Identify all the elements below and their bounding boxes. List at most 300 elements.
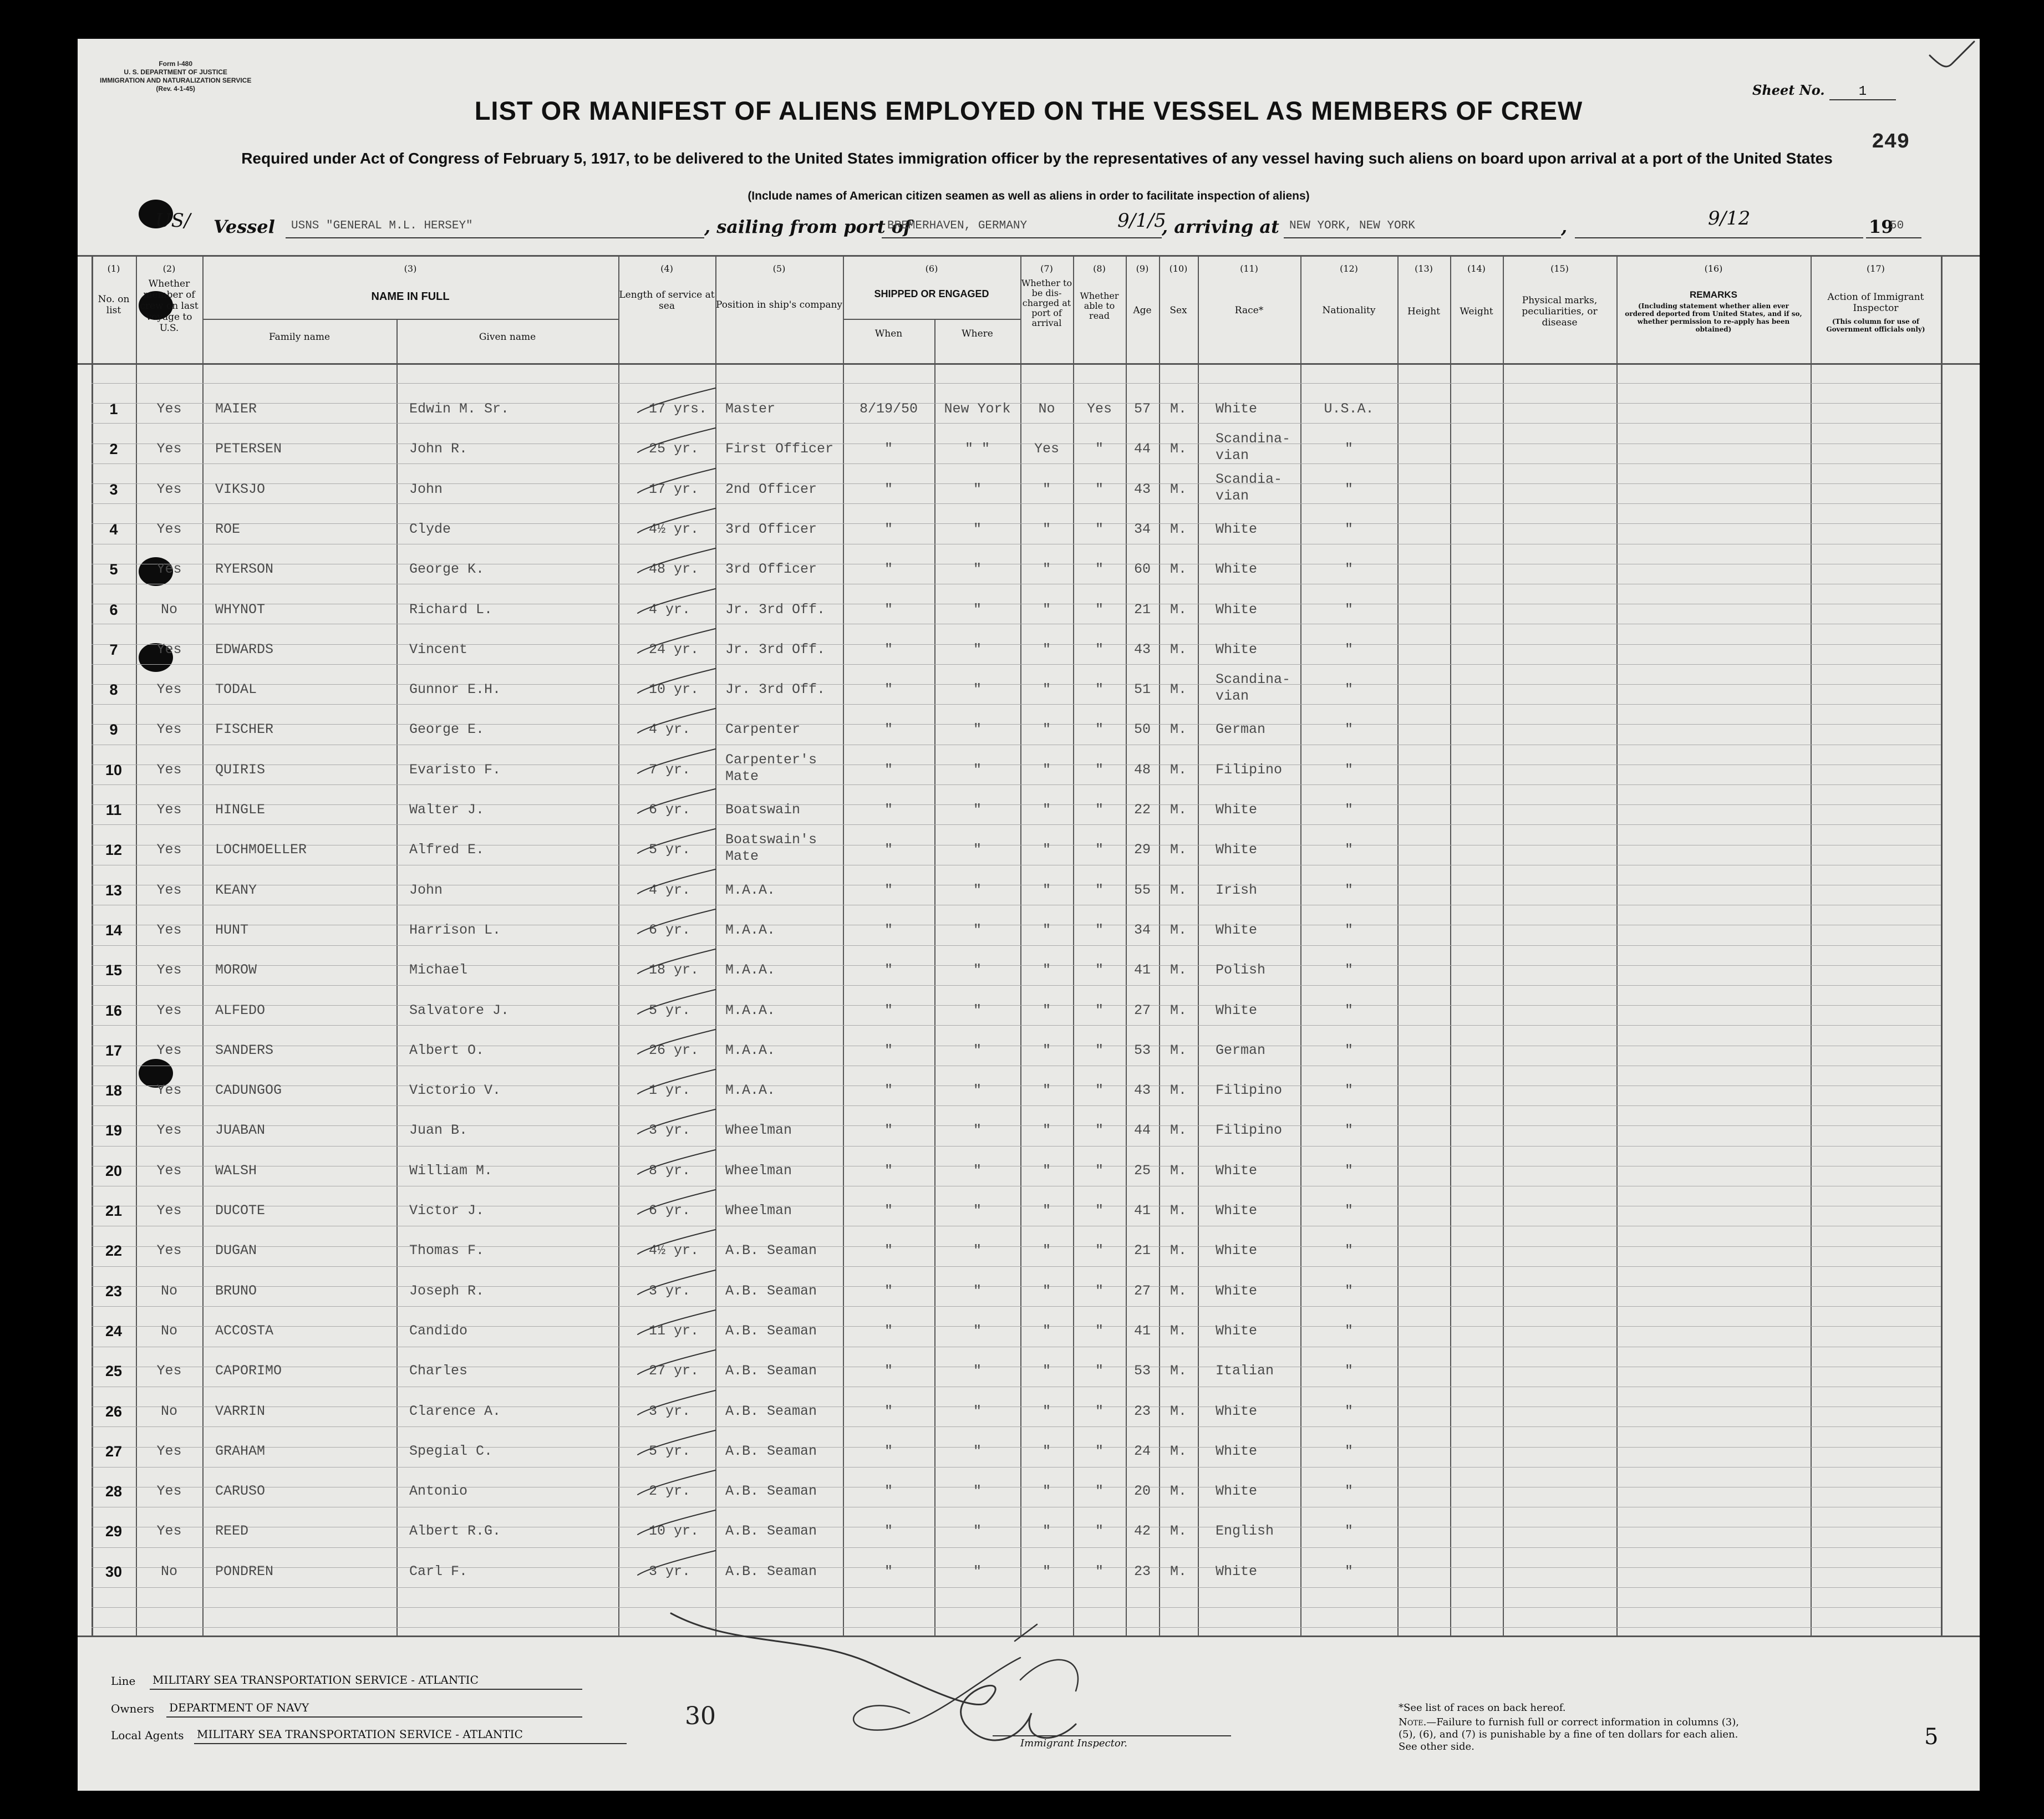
row-number: 24: [105, 1323, 123, 1339]
service-check-mark: [638, 1310, 715, 1334]
footer-agents-value: MILITARY SEA TRANSPORTATION SERVICE - ATLANTIC: [197, 1728, 523, 1741]
race-cell: German: [1216, 721, 1266, 737]
service-length-cell: 3 yr.: [649, 1283, 691, 1299]
sex-cell: M.: [1170, 721, 1187, 737]
sex-cell: M.: [1170, 1042, 1187, 1058]
nationality-cell: ": [1344, 561, 1353, 577]
able-to-read-cell: ": [1095, 1363, 1104, 1379]
inspector-signature-stroke: [853, 1658, 1020, 1730]
col16-number: (16): [1704, 263, 1723, 274]
discharged-cell: ": [1042, 521, 1051, 537]
service-length-cell: 5 yr.: [649, 1002, 691, 1018]
family-name-cell: LOCHMOELLER: [215, 842, 307, 858]
col17-header: Action of Immigrant Inspector: [1827, 292, 1924, 314]
race-cell: White: [1216, 1323, 1258, 1339]
given-name-cell: Antonio: [409, 1483, 468, 1499]
age-cell: 41: [1133, 1203, 1151, 1219]
row-number: 16: [105, 1002, 123, 1019]
shipped-where-cell: ": [973, 1122, 982, 1138]
position-cell: Jr. 3rd Off.: [725, 641, 826, 658]
service-check-mark: [638, 1430, 715, 1455]
given-name-cell: Joseph R.: [409, 1283, 485, 1299]
sex-cell: M.: [1170, 521, 1187, 537]
service-length-cell: 3 yr.: [649, 1403, 691, 1419]
shipped-where-cell: " ": [964, 441, 990, 457]
given-name-cell: Albert O.: [409, 1042, 485, 1058]
col8-header: Whether able to read: [1080, 291, 1119, 321]
row-number: 26: [105, 1403, 123, 1420]
shipped-where-cell: ": [973, 641, 982, 658]
service-length-cell: 5 yr.: [649, 1443, 691, 1459]
sex-cell: M.: [1170, 1563, 1187, 1579]
able-to-read-cell: ": [1095, 1082, 1104, 1098]
service-length-cell: 1 yr.: [649, 1082, 691, 1098]
row-number: 7: [109, 641, 118, 658]
shipped-when-cell: ": [884, 802, 893, 818]
shipped-where-cell: ": [973, 962, 982, 978]
row-number: 30: [105, 1563, 123, 1580]
col13-number: (13): [1415, 263, 1433, 274]
service-check-mark: [638, 1270, 715, 1295]
arriving-label: , arriving at: [1162, 216, 1279, 237]
page-title: LIST OR MANIFEST OF ALIENS EMPLOYED ON THE VESSEL AS MEMBERS OF CREW: [474, 96, 1583, 125]
race-cell: Italian: [1216, 1363, 1274, 1379]
able-to-read-cell: ": [1095, 441, 1104, 457]
shipped-when-cell: ": [884, 1443, 893, 1459]
given-name-cell: Salvatore J.: [409, 1002, 510, 1018]
sex-cell: M.: [1170, 1163, 1187, 1179]
discharged-cell: ": [1042, 1203, 1051, 1219]
service-check-mark: [638, 1150, 715, 1174]
age-cell: 23: [1133, 1403, 1151, 1419]
shipped-when-cell: ": [884, 1242, 893, 1258]
service-length-cell: 3 yr.: [649, 1122, 691, 1138]
discharged-cell: ": [1042, 481, 1051, 497]
age-cell: 43: [1133, 641, 1151, 658]
given-name-cell: Vincent: [409, 641, 468, 658]
service-length-cell: 17 yr.: [649, 481, 699, 497]
service-length-cell: 4 yr.: [649, 721, 691, 737]
last-voyage-cell: No: [160, 1283, 177, 1299]
last-voyage-cell: Yes: [156, 561, 182, 577]
race-cell: White: [1216, 842, 1258, 858]
col8-number: (8): [1093, 263, 1106, 274]
age-cell: 34: [1133, 922, 1151, 938]
last-voyage-cell: Yes: [156, 1523, 182, 1539]
sex-cell: M.: [1170, 1523, 1187, 1539]
age-cell: 41: [1133, 962, 1151, 978]
row-number: 9: [109, 721, 118, 738]
last-voyage-cell: Yes: [156, 441, 182, 457]
sex-cell: M.: [1170, 1403, 1187, 1419]
sex-cell: M.: [1170, 1122, 1187, 1138]
sex-cell: M.: [1170, 1203, 1187, 1219]
col9-number: (9): [1136, 263, 1149, 274]
age-cell: 21: [1133, 602, 1151, 618]
sailing-label: , sailing from port of: [704, 216, 911, 237]
sex-cell: M.: [1170, 1242, 1187, 1258]
age-cell: 60: [1133, 561, 1151, 577]
col10-number: (10): [1169, 263, 1188, 274]
service-length-cell: 6 yr.: [649, 922, 691, 938]
family-name-cell: PETERSEN: [215, 441, 282, 457]
service-length-cell: 11 yr.: [649, 1323, 699, 1339]
family-name-cell: SANDERS: [215, 1042, 274, 1058]
able-to-read-cell: ": [1095, 1122, 1104, 1138]
shipped-when-cell: ": [884, 441, 893, 457]
shipped-where-cell: New York: [944, 401, 1011, 417]
shipped-when-cell: ": [884, 1002, 893, 1018]
last-voyage-cell: Yes: [156, 481, 182, 497]
given-name-cell: Walter J.: [409, 802, 485, 818]
position-cell: Master: [725, 401, 776, 417]
col14-header: Weight: [1460, 306, 1493, 317]
handwritten-marks: [78, 39, 1980, 1791]
service-check-mark: [638, 1510, 715, 1535]
footer-line-value: MILITARY SEA TRANSPORTATION SERVICE - ATLANTIC: [152, 1673, 479, 1686]
row-number: 29: [105, 1523, 123, 1540]
row-number: 20: [105, 1163, 123, 1179]
last-voyage-cell: Yes: [156, 882, 182, 898]
col7-number: (7): [1040, 263, 1053, 274]
col1-number: (1): [107, 263, 120, 274]
given-name-cell: Clyde: [409, 521, 451, 537]
col15-header: Physical marks, peculiarities, or disease: [1522, 295, 1598, 328]
able-to-read-cell: ": [1095, 681, 1104, 697]
position-cell: Wheelman: [725, 1163, 792, 1179]
given-name-cell: Edwin M. Sr.: [409, 401, 510, 417]
discharged-cell: ": [1042, 1483, 1051, 1499]
able-to-read-cell: ": [1095, 922, 1104, 938]
able-to-read-cell: ": [1095, 481, 1104, 497]
shipped-when-cell: ": [884, 1323, 893, 1339]
vessel-label: Vessel: [213, 216, 275, 237]
nationality-cell: ": [1344, 962, 1353, 978]
able-to-read-cell: Yes: [1086, 401, 1112, 417]
shipped-when-cell: ": [884, 1122, 893, 1138]
nationality-cell: ": [1344, 681, 1353, 697]
service-check-mark: [638, 428, 715, 452]
race-cell: White: [1216, 602, 1258, 618]
nationality-cell: U.S.A.: [1324, 401, 1374, 417]
position-cell: Jr. 3rd Off.: [725, 681, 826, 697]
form-number: Form I-480: [159, 60, 192, 68]
shipped-where-cell: ": [973, 721, 982, 737]
service-length-cell: 17 yrs.: [649, 401, 708, 417]
family-name-cell: MAIER: [215, 401, 257, 417]
subtitle-note: (Include names of American citizen seamen as well as aliens in order to facilitate inspection of aliens): [748, 190, 1310, 202]
age-cell: 44: [1133, 1122, 1151, 1138]
service-length-cell: 2 yr.: [649, 1483, 691, 1499]
shipped-where-cell: ": [973, 1042, 982, 1058]
given-name-cell: John R.: [409, 441, 468, 457]
sex-cell: M.: [1170, 641, 1187, 658]
last-voyage-cell: Yes: [156, 1363, 182, 1379]
shipped-when-cell: ": [884, 641, 893, 658]
shipped-where-cell: ": [973, 1443, 982, 1459]
position-cell: First Officer: [725, 441, 834, 457]
year-prefix: 19: [1869, 216, 1894, 237]
position-cell: M.A.A.: [725, 922, 776, 938]
shipped-where-cell: ": [973, 762, 982, 778]
service-check-mark: [638, 589, 715, 613]
family-name-cell: CADUNGOG: [215, 1082, 282, 1098]
age-cell: 50: [1133, 721, 1151, 737]
family-name-cell: BRUNO: [215, 1283, 257, 1299]
col16-header: REMARKS: [1690, 289, 1737, 300]
nationality-cell: ": [1344, 1483, 1353, 1499]
service-check-mark: [638, 1109, 715, 1134]
last-voyage-cell: Yes: [156, 1203, 182, 1219]
position-cell: Carpenter: [725, 721, 801, 737]
penalty-note: [1399, 1716, 1742, 1753]
sex-cell: M.: [1170, 1323, 1187, 1339]
discharged-cell: ": [1042, 1403, 1051, 1419]
service-length-cell: 5 yr.: [649, 842, 691, 858]
row-number: 4: [109, 521, 118, 538]
shipped-where-cell: ": [973, 1242, 982, 1258]
given-name-cell: George K.: [409, 561, 485, 577]
shipped-where-cell: ": [973, 842, 982, 858]
able-to-read-cell: ": [1095, 561, 1104, 577]
discharged-cell: ": [1042, 602, 1051, 618]
race-cell: White: [1216, 802, 1258, 818]
last-voyage-cell: Yes: [156, 962, 182, 978]
age-cell: 25: [1133, 1163, 1151, 1179]
last-voyage-cell: Yes: [156, 1242, 182, 1258]
inspector-signature-stroke: [1015, 1624, 1078, 1691]
row-number: 22: [105, 1242, 123, 1259]
manifest-sheet: [78, 39, 1980, 1791]
col15-number: (15): [1550, 263, 1569, 274]
nationality-cell: ": [1344, 1082, 1353, 1098]
service-check-mark: [638, 1551, 715, 1575]
discharged-cell: ": [1042, 1563, 1051, 1579]
nationality-cell: ": [1344, 1163, 1353, 1179]
row-number: 17: [105, 1042, 123, 1059]
family-name-cell: HINGLE: [215, 802, 266, 818]
row-number: 10: [105, 762, 123, 778]
last-voyage-cell: Yes: [156, 922, 182, 938]
discharged-cell: ": [1042, 1323, 1051, 1339]
handwritten-prefix: US/: [155, 210, 191, 232]
nationality-cell: ": [1344, 1203, 1353, 1219]
age-cell: 27: [1133, 1283, 1151, 1299]
able-to-read-cell: ": [1095, 1483, 1104, 1499]
able-to-read-cell: ": [1095, 1523, 1104, 1539]
given-name-cell: Alfred E.: [409, 842, 485, 858]
row-number: 2: [109, 441, 118, 457]
able-to-read-cell: ": [1095, 802, 1104, 818]
shipped-when-cell: ": [884, 1082, 893, 1098]
race-cell: Scandia-: [1216, 471, 1283, 487]
nationality-cell: ": [1344, 521, 1353, 537]
sheet-number-value: 1: [1829, 84, 1896, 100]
discharged-cell: Yes: [1034, 441, 1059, 457]
age-cell: 53: [1133, 1363, 1151, 1379]
col4-header: Length of service at sea: [619, 289, 715, 312]
able-to-read-cell: ": [1095, 602, 1104, 618]
service-length-cell: 25 yr.: [649, 441, 699, 457]
service-check-mark: [638, 709, 715, 733]
position-cell: M.A.A.: [725, 962, 776, 978]
race-cell: White: [1216, 641, 1258, 658]
age-cell: 27: [1133, 1002, 1151, 1018]
nationality-cell: ": [1344, 882, 1353, 898]
nationality-cell: ": [1344, 1523, 1353, 1539]
sex-cell: M.: [1170, 1283, 1187, 1299]
sex-cell: M.: [1170, 681, 1187, 697]
age-cell: 41: [1133, 1323, 1151, 1339]
given-name-cell: Michael: [409, 962, 468, 978]
col3-header: NAME IN FULL: [371, 291, 450, 303]
row-number: 12: [105, 842, 123, 858]
row-number: 27: [105, 1443, 123, 1460]
shipped-when-cell: ": [884, 1563, 893, 1579]
age-cell: 57: [1133, 401, 1151, 417]
able-to-read-cell: ": [1095, 1042, 1104, 1058]
inspector-label: Immigrant Inspector.: [1020, 1738, 1128, 1749]
nationality-cell: ": [1344, 1563, 1353, 1579]
service-length-cell: 24 yr.: [649, 641, 699, 658]
shipped-when-cell: ": [884, 1363, 893, 1379]
position-cell: A.B. Seaman: [725, 1242, 817, 1258]
nationality-cell: ": [1344, 1363, 1353, 1379]
col6-number: (6): [925, 263, 938, 274]
service-length-cell: 4½ yr.: [649, 1242, 699, 1258]
family-name-cell: CARUSO: [215, 1483, 266, 1499]
nationality-cell: ": [1344, 641, 1353, 658]
service-check-mark: [638, 669, 715, 693]
shipped-when-cell: ": [884, 721, 893, 737]
row-number: 25: [105, 1363, 123, 1379]
shipped-where-cell: ": [973, 561, 982, 577]
nationality-cell: ": [1344, 1002, 1353, 1018]
given-name-cell: Thomas F.: [409, 1242, 485, 1258]
last-voyage-cell: Yes: [156, 842, 182, 858]
discharged-cell: No: [1038, 401, 1055, 417]
row-number: 23: [105, 1283, 123, 1300]
shipped-where-cell: ": [973, 681, 982, 697]
col1-header: No. on list: [98, 294, 130, 316]
discharged-cell: ": [1042, 641, 1051, 658]
discharged-cell: ": [1042, 802, 1051, 818]
position-cell-line2: Mate: [725, 768, 759, 784]
position-cell: A.B. Seaman: [725, 1403, 817, 1419]
family-name-cell: ROE: [215, 521, 241, 537]
sex-cell: M.: [1170, 1483, 1187, 1499]
age-cell: 53: [1133, 1042, 1151, 1058]
position-cell: A.B. Seaman: [725, 1363, 817, 1379]
nationality-cell: ": [1344, 602, 1353, 618]
row-number: 19: [105, 1122, 123, 1139]
shipped-when-cell: ": [884, 1042, 893, 1058]
service-check-mark: [638, 468, 715, 493]
race-cell: Scandina-: [1216, 671, 1291, 687]
family-name-cell: CAPORIMO: [215, 1363, 282, 1379]
shipped-where-cell: ": [973, 1163, 982, 1179]
nationality-cell: ": [1344, 1283, 1353, 1299]
family-name-cell: VARRIN: [215, 1403, 266, 1419]
row-number: 11: [105, 802, 122, 818]
age-cell: 43: [1133, 481, 1151, 497]
position-cell: Carpenter's: [725, 752, 817, 768]
service-length-cell: 4 yr.: [649, 882, 691, 898]
vessel-line: US/ Vessel USNS "GENERAL M.L. HERSEY" , sailing from port of BREMERHAVEN, GERMANY 9/1/5 , arriving at NEW YORK, NEW YORK , 9/12 19 50: [155, 215, 1930, 243]
age-cell: 23: [1133, 1563, 1151, 1579]
position-cell: A.B. Seaman: [725, 1523, 817, 1539]
shipped-when-cell: ": [884, 842, 893, 858]
race-cell-line2: vian: [1216, 688, 1249, 704]
discharged-cell: ": [1042, 962, 1051, 978]
col11-header: Race*: [1234, 305, 1264, 316]
col4-number: (4): [660, 263, 673, 274]
service-check-mark: [638, 1230, 715, 1254]
col5-number: (5): [772, 263, 786, 274]
race-cell: Polish: [1216, 962, 1266, 978]
shipped-where-cell: ": [973, 1523, 982, 1539]
col9-header: Age: [1133, 305, 1152, 316]
last-voyage-cell: No: [160, 602, 177, 618]
col5-header: Position in ship's company: [715, 299, 843, 310]
race-cell: White: [1216, 922, 1258, 938]
col6-where-header: Where: [962, 328, 993, 339]
col10-header: Sex: [1170, 305, 1187, 316]
last-voyage-cell: Yes: [156, 401, 182, 417]
nationality-cell: ": [1344, 1242, 1353, 1258]
age-cell: 44: [1133, 441, 1151, 457]
able-to-read-cell: ": [1095, 721, 1104, 737]
age-cell: 21: [1133, 1242, 1151, 1258]
discharged-cell: ": [1042, 762, 1051, 778]
footer-owners-label: Owners: [111, 1702, 155, 1715]
service-check-mark: [638, 789, 715, 813]
col17-subheader: (This column for use of Government officials only): [1826, 318, 1925, 333]
shipped-where-cell: ": [973, 1403, 982, 1419]
discharged-cell: ": [1042, 1523, 1051, 1539]
service-length-cell: 10 yr.: [649, 681, 699, 697]
service-check-mark: [638, 1350, 715, 1374]
race-cell-line2: vian: [1216, 488, 1249, 504]
port-to: NEW YORK, NEW YORK: [1289, 220, 1415, 232]
race-cell: German: [1216, 1042, 1266, 1058]
sex-cell: M.: [1170, 962, 1187, 978]
shipped-where-cell: ": [973, 1563, 982, 1579]
position-cell: A.B. Seaman: [725, 1563, 817, 1579]
last-voyage-cell: Yes: [156, 1002, 182, 1018]
last-voyage-cell: No: [160, 1563, 177, 1579]
form-department: U. S. DEPARTMENT OF JUSTICE: [124, 68, 227, 76]
row-number: 5: [109, 561, 118, 578]
nationality-cell: ": [1344, 1042, 1353, 1058]
given-name-cell: Candido: [409, 1323, 468, 1339]
race-cell: White: [1216, 561, 1258, 577]
shipped-where-cell: ": [973, 602, 982, 618]
service-check-mark: [638, 1190, 715, 1214]
position-cell: Boatswain's: [725, 832, 817, 848]
family-name-cell: EDWARDS: [215, 641, 274, 658]
given-name-cell: Clarence A.: [409, 1403, 501, 1419]
position-cell: Wheelman: [725, 1122, 792, 1138]
service-length-cell: 4½ yr.: [649, 521, 699, 537]
last-voyage-cell: Yes: [156, 641, 182, 658]
position-cell-line2: Mate: [725, 848, 759, 864]
sex-cell: M.: [1170, 1443, 1187, 1459]
position-cell: A.B. Seaman: [725, 1323, 817, 1339]
race-cell: White: [1216, 1283, 1258, 1299]
form-service: IMMIGRATION AND NATURALIZATION SERVICE: [100, 77, 252, 84]
able-to-read-cell: ": [1095, 1002, 1104, 1018]
